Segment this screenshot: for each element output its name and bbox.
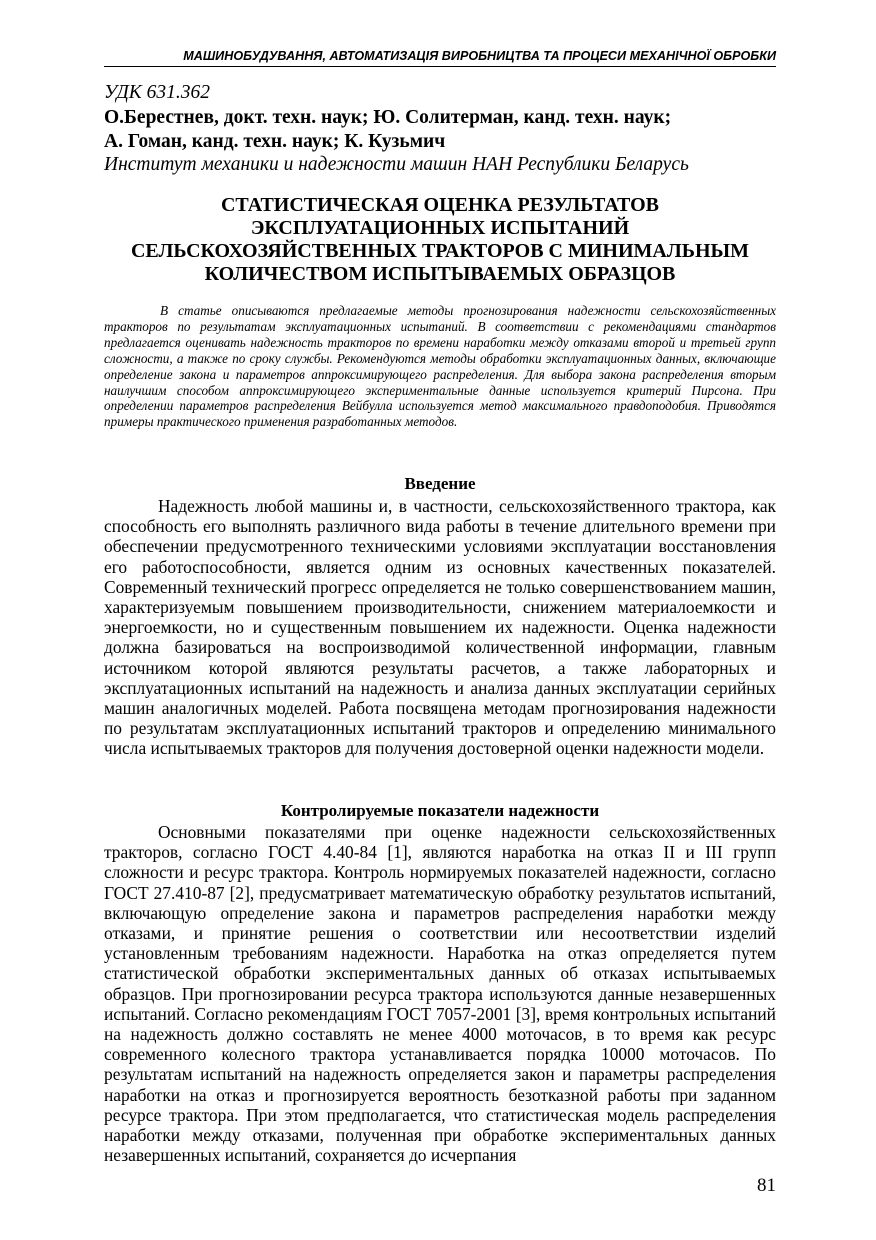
affiliation: Институт механики и надежности машин НАН Республики Беларусь [104,154,689,175]
section-text-introduction: Надежность любой машины и, в частности, сельскохозяйственного трактора, как способность его выполнять различного вида работы в течение длительного времени при обеспечении предусмотренного техническими условиями эксплуатации восстановления его работоспособности, является одним из основных качественных показателей. Современный технический прогресс определяется не только совершенствованием машин, характеризуемым повышением производительности, снижением материалоемкости и энергоемкости, но и существенным повышением их надежности. Оценка надежности должна базироваться на воспроизводимой количественной информации, главным источником которой являются результаты расчетов, а также лабораторных и эксплуатационных испытаний на надежность и анализа данных эксплуатации серийных машин аналогичных моделей. Работа посвящена методам прогнозирования надежности по результатам эксплуатационных испытаний тракторов и определению минимального числа испытываемых тракторов для получения достоверной оценки надежности модели. [104,496,776,759]
page-number: 81 [757,1175,776,1196]
abstract: В статье описываются предлагаемые методы прогнозирования надежности сельскохозяйственных тракторов по результатам эксплуатационных испытаний. В соответствии с рекомендациями стандартов предлагается оценивать надежность тракторов по времени наработки между отказами второй и третьей групп сложности, а также по сроку службы. Рекомендуются методы обработки эксплуатационных данных, включающие определение закона и параметров аппроксимирующего распределения. Для выбора закона распределения вторым наилучшим способом аппроксимирующего экспериментальные данные используется критерий Пирсона. При определении параметров распределения Вейбулла используется метод максимального правдоподобия. Приводятся примеры практического применения разработанных методов. [104,303,776,430]
title-line-1: СТАТИСТИЧЕСКАЯ ОЦЕНКА РЕЗУЛЬТАТОВ [220,194,660,216]
section-heading-reliability-indicators: Контролируемые показатели надежности [280,801,600,820]
authors-line-1: О.Берестнев, докт. техн. наук; Ю. Солитерман, канд. техн. наук; [104,107,672,128]
title-line-3: СЕЛЬСКОХОЗЯЙСТВЕННЫХ ТРАКТОРОВ С МИНИМАЛЬНЫМ [130,240,750,262]
udc-code: УДК 631.362 [104,82,210,103]
section-heading-introduction: Введение [404,474,476,493]
article-title [104,194,776,286]
authors [104,106,784,154]
running-header: МАШИНОБУДУВАННЯ, АВТОМАТИЗАЦІЯ ВИРОБНИЦТВА ТА ПРОЦЕСИ МЕХАНІЧНОЇ ОБРОБКИ [104,49,776,67]
title-line-4: КОЛИЧЕСТВОМ ИСПЫТЫВАЕМЫХ ОБРАЗЦОВ [204,263,676,285]
authors-line-2: А. Гоман, канд. техн. наук; К. Кузьмич [104,131,446,152]
section-text-reliability-indicators: Основными показателями при оценке надежности сельскохозяйственных тракторов, согласно ГОСТ 4.40-84 [1], являются наработка на отказ II и III групп сложности и ресурс трактора. Контроль нормируемых показателей надежности, согласно ГОСТ 27.410-87 [2], предусматривает математическую обработку результатов испытаний, включающую определение закона и параметров распределения наработки между отказами, и принятие решения о соответствии или несоответствии изделий установленным требованиям надежности. Наработка на отказ определяется путем статистической обработки экспериментальных данных об отказах испытываемых образцов. При прогнозировании ресурса трактора используются данные незавершенных испытаний. Согласно рекомендациям ГОСТ 7057-2001 [3], время контрольных испытаний на надежность должно составлять не менее 4000 моточасов, в то время как ресурс современного колесного трактора устанавливается порядка 10000 моточасов. По результатам испытаний на надежность определяется закон и параметры распределения наработки на отказ и прогнозируется вероятность безотказной работы при заданном ресурсе трактора. При этом предполагается, что статистическая модель распределения наработки между отказами, полученная при обработке экспериментальных данных незавершенных испытаний, сохраняется до исчерпания [104,822,776,1166]
title-line-2: ЭКСПЛУАТАЦИОННЫХ ИСПЫТАНИЙ [250,217,630,239]
